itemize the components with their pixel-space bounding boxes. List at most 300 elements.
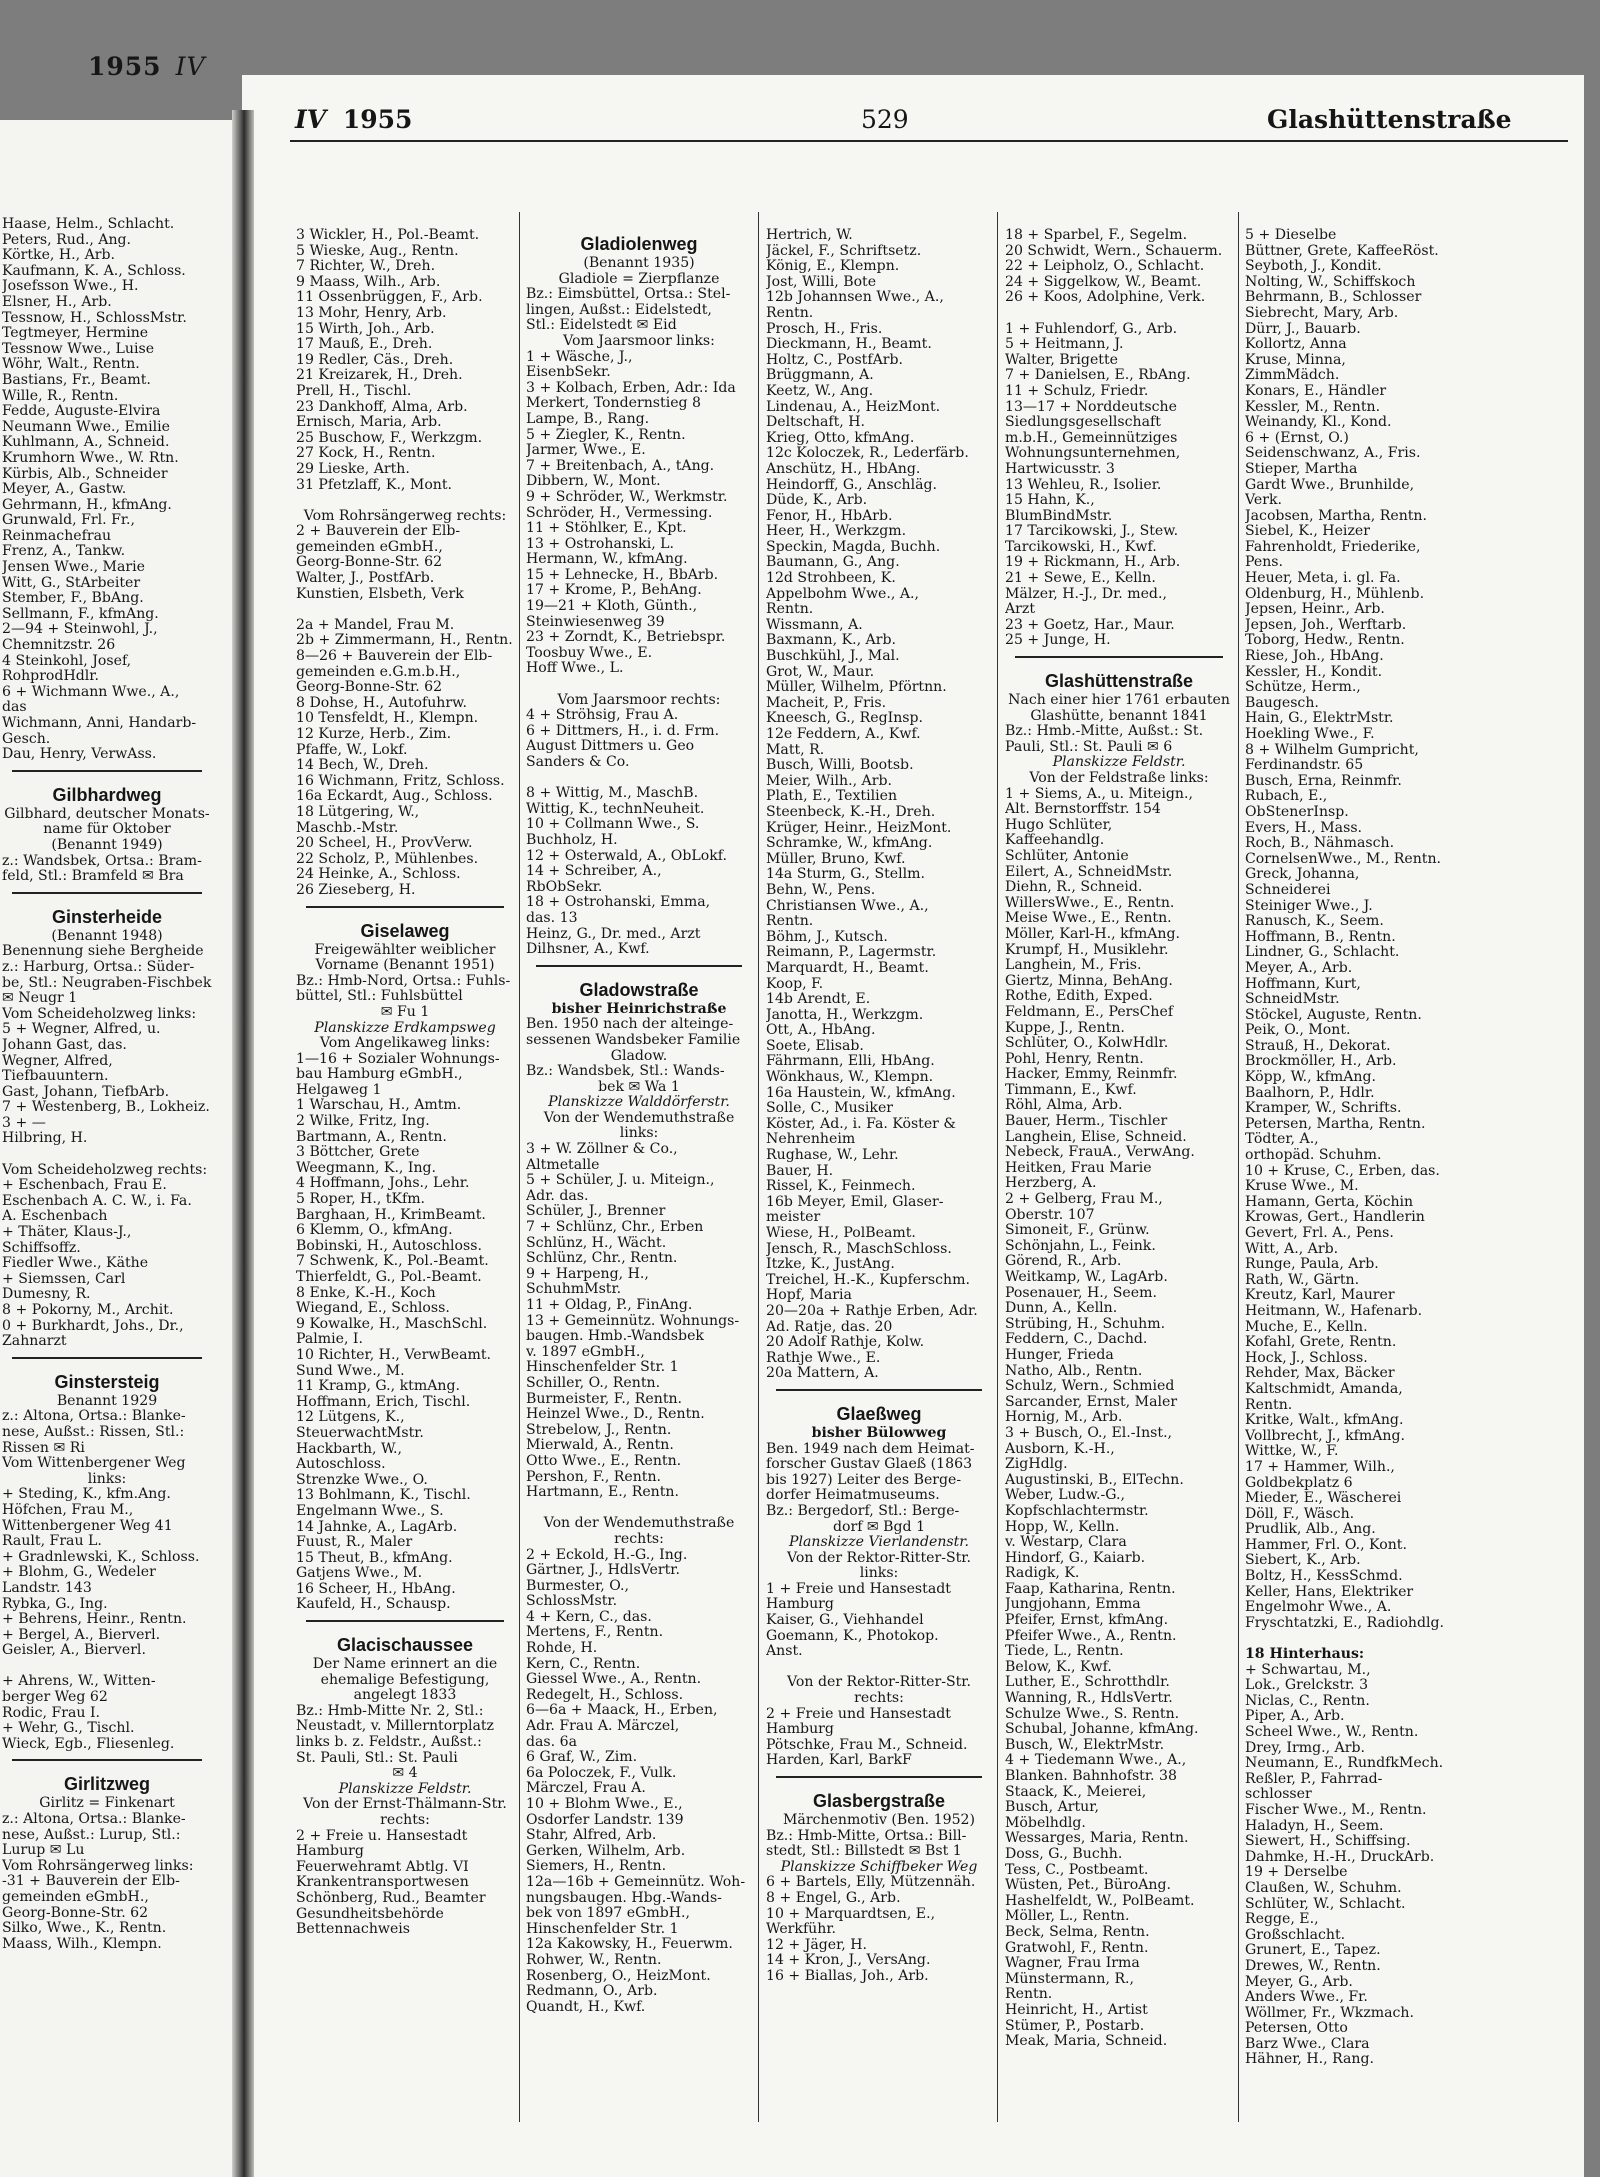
directory-entry: Claußen, W., Schuhm. bbox=[1245, 1880, 1402, 1896]
directory-entry: Pfeifer, Ernst, kfmAng. bbox=[1005, 1613, 1169, 1629]
directory-entry: 15 Hahn, K., bbox=[1005, 493, 1095, 509]
street-heading: Glacischaussee bbox=[336, 1635, 474, 1656]
directory-entry: Peik, O., Mont. bbox=[1245, 1023, 1351, 1039]
directory-entry: Holtz, C., PostfArb. bbox=[766, 352, 903, 368]
directory-entry: 2 + Eckold, H.-G., Ing. bbox=[526, 1547, 688, 1563]
directory-entry: Hashelfeldt, W., PolBeamt. bbox=[1005, 1893, 1195, 1909]
directory-entry: 12a—16b + Gemeinnütz. Woh- bbox=[526, 1874, 746, 1890]
directory-entry: Merkert, Tondernstieg 8 bbox=[526, 396, 702, 412]
directory-entry: Pershon, F., Rentn. bbox=[526, 1469, 662, 1485]
directory-entry: Haase, Helm., Schlacht. bbox=[2, 217, 175, 232]
directory-entry: König, E., Klempn. bbox=[766, 259, 900, 275]
directory-entry: Jarmer, Wwe., E. bbox=[526, 443, 646, 459]
directory-entry: Rehder, Max, Bäcker bbox=[1245, 1366, 1395, 1382]
directory-entry: Büttner, Grete, KaffeeRöst. bbox=[1245, 243, 1439, 259]
directory-entry: Busch, Willi, Bootsb. bbox=[766, 758, 914, 774]
directory-entry: Dahmke, H.-H., DruckArb. bbox=[1245, 1849, 1435, 1865]
directory-entry: Beck, Selma, Rentn. bbox=[1005, 1924, 1150, 1940]
directory-entry: 5 + Schüler, J. u. Miteign., bbox=[526, 1173, 715, 1189]
directory-entry: Meyer, G., Arb. bbox=[1245, 1974, 1353, 1990]
directory-entry: feld, Stl.: Bramfeld ✉ Bra bbox=[2, 869, 184, 885]
directory-entry: 25 + Junge, H. bbox=[1005, 633, 1111, 649]
street-note: links: bbox=[619, 1126, 659, 1142]
directory-entry: Schiffsoffz. bbox=[2, 1240, 81, 1256]
directory-entry: Bz.: Hmb.-Mitte, Außst.: St. bbox=[1005, 724, 1204, 740]
directory-entry: 2 + Freie u. Hansestadt bbox=[296, 1828, 468, 1844]
directory-entry: Krowas, Gert., Handlerin bbox=[1245, 1210, 1425, 1226]
directory-entry: Muche, E., Kelln. bbox=[1245, 1319, 1368, 1335]
directory-entry: Feldmann, E., PersChef bbox=[1005, 1004, 1174, 1020]
directory-entry: RohprodHdlr. bbox=[2, 669, 99, 685]
directory-entry: Lok., Grelckstr. 3 bbox=[1245, 1678, 1369, 1694]
directory-entry: Stöckel, Auguste, Rentn. bbox=[1245, 1007, 1422, 1023]
directory-entry: Werkführ. bbox=[766, 1922, 836, 1938]
directory-entry: Düde, K., Arb. bbox=[766, 493, 868, 509]
directory-entry bbox=[1005, 306, 1233, 322]
directory-entry: Keller, Hans, Elektriker bbox=[1245, 1584, 1414, 1600]
directory-entry: Kaltschmidt, Amanda, bbox=[1245, 1381, 1403, 1397]
directory-entry: Jäckel, F., Schriftsetz. bbox=[766, 243, 922, 259]
directory-column-2 bbox=[526, 228, 752, 2015]
directory-entry: Peters, Rud., Ang. bbox=[2, 232, 132, 248]
directory-entry: + Behrens, Heinr., Rentn. bbox=[2, 1612, 187, 1628]
directory-entry: Fiedler Wwe., Käthe bbox=[2, 1256, 149, 1272]
directory-entry: 26 Zieseberg, H. bbox=[296, 882, 416, 898]
directory-entry: Oldenburg, H., Mühlenb. bbox=[1245, 586, 1425, 602]
directory-entry: Goemann, K., Photokop. bbox=[766, 1628, 939, 1644]
directory-entry: Doss, G., Buchh. bbox=[1005, 1846, 1123, 1862]
directory-entry: 4 + Ströhsig, Frau A. bbox=[526, 708, 679, 724]
directory-entry: Schneiderei bbox=[1245, 882, 1331, 898]
directory-entry: Weitkamp, W., LagArb. bbox=[1005, 1270, 1168, 1285]
directory-entry: Fryschtatzki, E., Radiohdlg. bbox=[1245, 1615, 1445, 1631]
directory-entry: 5 + Ziegler, K., Rentn. bbox=[526, 427, 686, 443]
directory-entry: Toosbuy Wwe., E. bbox=[526, 645, 653, 661]
directory-entry: Köster, Ad., i. Fa. Köster & bbox=[766, 1116, 956, 1132]
directory-entry: Siemers, H., Rentn. bbox=[526, 1859, 667, 1875]
directory-entry: Otto Wwe., E., Rentn. bbox=[526, 1453, 682, 1469]
directory-entry: Kopfschlachtermstr. bbox=[1005, 1503, 1149, 1519]
directory-entry: Hamburg bbox=[296, 1844, 364, 1860]
directory-entry: 19 Redler, Cäs., Dreh. bbox=[296, 352, 454, 368]
directory-entry: Drey, Irmg., Arb. bbox=[1245, 1740, 1365, 1756]
directory-entry: Hinschenfelder Str. 1 bbox=[526, 1360, 679, 1376]
directory-entry: 6 + Bartels, Elly, Mützennäh. bbox=[766, 1875, 976, 1891]
directory-entry: 4 + Kern, C., das. bbox=[526, 1609, 652, 1625]
street-heading: Glashüttenstraße bbox=[1044, 671, 1194, 692]
directory-entry: Wöllmer, Fr., Wkzmach. bbox=[1245, 2005, 1414, 2021]
directory-entry: Rughase, W., Lehr. bbox=[766, 1148, 899, 1164]
directory-entry: Barghaan, H., KrimBeamt. bbox=[296, 1207, 486, 1223]
directory-entry: Tess, C., Postbeamt. bbox=[1005, 1862, 1149, 1878]
directory-entry: Radigk, K. bbox=[1005, 1566, 1080, 1582]
map-reference: Planskizze Feldstr. bbox=[338, 1781, 472, 1797]
street-heading: Glaeßweg bbox=[836, 1403, 922, 1424]
directory-entry: Kunstien, Elsbeth, Verk bbox=[296, 586, 464, 602]
directory-entry: 20a Mattern, A. bbox=[766, 1366, 879, 1382]
street-heading: Gladowstraße bbox=[579, 979, 699, 1000]
directory-entry: Elsner, H., Arb. bbox=[2, 294, 112, 310]
directory-entry: 16a Eckardt, Aug., Schloss. bbox=[296, 789, 493, 805]
section-divider bbox=[12, 1357, 202, 1359]
directory-entry: Posenauer, H., Seem. bbox=[1005, 1285, 1157, 1301]
street-note: Gilbhard, deutscher Monats- bbox=[4, 806, 210, 822]
directory-entry: Heitken, Frau Marie bbox=[1005, 1160, 1152, 1176]
directory-entry: 18 Lütgering, W., bbox=[296, 804, 420, 820]
directory-entry: 9 + Schröder, W., Werkmstr. bbox=[526, 489, 728, 505]
directory-entry: 10 Richter, H., VerwBeamt. bbox=[296, 1347, 492, 1363]
directory-entry: Jepsen, Joh., Werftarb. bbox=[1245, 617, 1407, 633]
directory-entry: Brockmöller, H., Arb. bbox=[1245, 1054, 1397, 1070]
directory-entry: Dunn, A., Kelln. bbox=[1005, 1301, 1118, 1317]
directory-entry: Hähner, H., Rang. bbox=[1245, 2052, 1374, 2068]
directory-entry: Meise Wwe., E., Rentn. bbox=[1005, 911, 1172, 927]
street-running-title: Glashüttenstraße bbox=[1267, 105, 1512, 134]
directory-entry: 13 + Ostrohanski, L. bbox=[526, 536, 675, 552]
directory-entry: Behn, W., Pens. bbox=[766, 882, 876, 898]
directory-entry: Kessler, H., Kondit. bbox=[1245, 664, 1383, 680]
directory-entry: Seidenschwanz, A., Fris. bbox=[1245, 446, 1421, 462]
directory-entry: 18 + Ostrohanski, Emma, bbox=[526, 895, 711, 911]
directory-entry: Weinandy, Kl., Kond. bbox=[1245, 415, 1392, 431]
column-divider bbox=[758, 212, 759, 2122]
directory-entry: + Bergel, A., Bierverl. bbox=[2, 1627, 161, 1643]
directory-entry: Krankentransportwesen bbox=[296, 1875, 469, 1891]
directory-entry: Stl.: Eidelstedt ✉ Eid bbox=[526, 318, 677, 334]
directory-entry: Rohwer, W., Rentn. bbox=[526, 1952, 662, 1968]
directory-entry: Tiede, L., Rentn. bbox=[1005, 1644, 1124, 1660]
directory-entry: Wüsten, Pet., BüroAng. bbox=[1005, 1878, 1171, 1894]
directory-entry: Görend, R., Arb. bbox=[1005, 1254, 1122, 1270]
directory-entry: Niclas, C., Rentn. bbox=[1245, 1693, 1370, 1709]
directory-entry: Redmann, O., Arb. bbox=[526, 1984, 658, 2000]
directory-entry: 0 + Burkhardt, Johs., Dr., bbox=[2, 1318, 184, 1334]
directory-entry: Lampe, B., Rang. bbox=[526, 411, 650, 427]
directory-entry: 7 + Westenberg, B., Lokheiz. bbox=[2, 1100, 210, 1116]
directory-entry: Wichmann, Anni, Handarb- bbox=[2, 716, 197, 731]
directory-entry bbox=[2, 1147, 212, 1163]
directory-entry: SchneidMstr. bbox=[1245, 992, 1340, 1008]
directory-entry: 10 Tensfeldt, H., Klempn. bbox=[296, 711, 479, 727]
directory-entry: 23 + Zorndt, K., Betriebspr. bbox=[526, 630, 726, 646]
directory-entry: 13 Wehleu, R., Isolier. bbox=[1005, 477, 1162, 493]
directory-entry: 12 + Jäger, H. bbox=[766, 1937, 868, 1953]
directory-entry: Heindorff, G., Anschläg. bbox=[766, 477, 937, 493]
directory-entry bbox=[526, 1501, 752, 1517]
directory-entry: Böhm, J., Kutsch. bbox=[766, 929, 888, 945]
directory-entry bbox=[2, 1659, 212, 1675]
directory-entry: 4 + Tiedemann Wwe., A., bbox=[1005, 1753, 1187, 1769]
directory-entry: Giessel Wwe., A., Rentn. bbox=[526, 1672, 702, 1688]
directory-entry: Kneesch, G., RegInsp. bbox=[766, 711, 923, 727]
directory-entry: 8 Dohse, H., Autofuhrw. bbox=[296, 695, 467, 711]
street-note: Von der Ernst-Thälmann-Str. bbox=[303, 1797, 507, 1813]
directory-entry: Schönjahn, L., Feink. bbox=[1005, 1238, 1156, 1254]
directory-entry: SteuerwachtMstr. bbox=[296, 1425, 424, 1441]
directory-entry: Lindenau, A., HeizMont. bbox=[766, 399, 941, 415]
directory-entry: 5 Wieske, Aug., Rentn. bbox=[296, 243, 459, 259]
directory-entry: Dibbern, W., Mont. bbox=[526, 474, 661, 490]
directory-entry: 25 Buschow, F., Werkzgm. bbox=[296, 430, 483, 446]
directory-entry: das. 13 bbox=[526, 910, 578, 926]
directory-entry: Timmann, E., Kwf. bbox=[1005, 1082, 1137, 1098]
directory-entry: Engelmann Wwe., S. bbox=[296, 1503, 444, 1519]
directory-entry: berger Weg 62 bbox=[2, 1690, 108, 1706]
directory-entry: Kuhlmann, A., Schneid. bbox=[2, 435, 170, 451]
directory-entry: Wegner, Alfred, bbox=[2, 1053, 113, 1069]
directory-entry: 10 + Kruse, C., Erben, das. bbox=[1245, 1163, 1440, 1179]
right-header-section: IV bbox=[295, 105, 327, 134]
directory-entry: Pens. bbox=[1245, 555, 1283, 571]
directory-entry: Hacker, Emmy, Reinmfr. bbox=[1005, 1067, 1178, 1083]
directory-entry: Fahrenholdt, Friederike, bbox=[1245, 539, 1421, 555]
directory-entry: Vollbrecht, J., kfmAng. bbox=[1245, 1428, 1405, 1444]
directory-entry: Engelmohr Wwe., A. bbox=[1245, 1600, 1392, 1616]
directory-entry: Hornig, M., Arb. bbox=[1005, 1410, 1123, 1426]
street-note: Girlitz = Finkenart bbox=[39, 1796, 175, 1812]
directory-entry bbox=[766, 1660, 992, 1676]
directory-entry: 12b Johannsen Wwe., A., bbox=[766, 290, 944, 306]
directory-entry: Kaiser, G., Viehhandel bbox=[766, 1613, 924, 1629]
directory-entry: 13—17 + Norddeutsche bbox=[1005, 399, 1177, 415]
directory-entry: 1 + Freie und Hansestadt bbox=[766, 1581, 951, 1597]
directory-entry: Dau, Henry, VerwAss. bbox=[2, 747, 157, 763]
directory-entry: m.b.H., Gemeinnütziges bbox=[1005, 430, 1178, 446]
directory-entry: Eilert, A., SchneidMstr. bbox=[1005, 864, 1173, 880]
directory-entry: Rentn. bbox=[766, 305, 814, 321]
directory-entry: ObStenerInsp. bbox=[1245, 804, 1349, 820]
directory-entry: Seyboth, J., Kondit. bbox=[1245, 259, 1382, 275]
directory-entry: Krüger, Heinr., HeizMont. bbox=[766, 820, 952, 836]
directory-entry: Hoekling Wwe., F. bbox=[1245, 727, 1375, 742]
directory-entry: 14 + Schreiber, A., bbox=[526, 864, 662, 880]
street-note: Gladiole = Zierpflanze bbox=[558, 271, 720, 287]
former-name: bisher Heinrichstraße bbox=[551, 1001, 727, 1017]
directory-entry: v. 1897 eGmbH., bbox=[526, 1344, 645, 1360]
directory-entry: Gehrmann, H., kfmAng. bbox=[2, 497, 172, 513]
directory-entry: Weegmann, K., Ing. bbox=[296, 1160, 437, 1176]
directory-entry: sessenen Wandsbeker Familie bbox=[526, 1032, 741, 1048]
directory-entry: Meak, Maria, Schneid. bbox=[1005, 2034, 1168, 2050]
directory-entry: 10 + Blohm Wwe., E., bbox=[526, 1797, 683, 1812]
directory-entry: 16 Scheer, H., HbAng. bbox=[296, 1581, 456, 1597]
directory-entry: Stahr, Alfred, Arb. bbox=[526, 1828, 657, 1844]
directory-entry: 7 Richter, W., Dreh. bbox=[296, 259, 436, 275]
directory-entry: Mertens, F., Rentn. bbox=[526, 1625, 664, 1641]
directory-entry: Höfchen, Frau M., bbox=[2, 1502, 134, 1518]
directory-entry: Wieck, Egb., Fliesenleg. bbox=[2, 1736, 175, 1752]
directory-entry bbox=[296, 602, 514, 618]
directory-entry: 9 + Harpeng, H., bbox=[526, 1266, 649, 1282]
directory-entry: Stember, F., BbAng. bbox=[2, 591, 144, 607]
directory-entry: Rentn. bbox=[1005, 1987, 1053, 2003]
directory-entry: 1 + Fuhlendorf, G., Arb. bbox=[1005, 321, 1178, 337]
directory-entry: Rissen ✉ Ri bbox=[2, 1440, 85, 1456]
directory-entry: Toborg, Hedw., Rentn. bbox=[1245, 633, 1405, 649]
directory-entry: Tiefbauuntern. bbox=[2, 1069, 109, 1085]
directory-entry: Wagner, Frau Irma bbox=[1005, 1956, 1140, 1972]
directory-entry: Goldbekplatz 6 bbox=[1245, 1475, 1353, 1491]
directory-entry: forscher Gustav Glaeß (1863 bbox=[766, 1457, 973, 1473]
directory-entry: WillersWwe., E., Rentn. bbox=[1005, 895, 1175, 911]
directory-entry: Rodic, Frau I. bbox=[2, 1705, 101, 1721]
directory-entry: Hoffmann, Erich, Tischl. bbox=[296, 1394, 471, 1410]
directory-entry: Ferdinandstr. 65 bbox=[1245, 758, 1364, 774]
directory-entry: Boltz, H., KessSchmd. bbox=[1245, 1569, 1403, 1585]
directory-entry: büttel, Stl.: Fuhlsbüttel bbox=[296, 989, 463, 1005]
directory-entry: + Siemssen, Carl bbox=[2, 1271, 126, 1287]
directory-entry: Rissel, K., Feinmech. bbox=[766, 1179, 916, 1195]
directory-entry: Rentn. bbox=[766, 602, 814, 618]
directory-entry: 8 + Pokorny, M., Archit. bbox=[2, 1303, 174, 1318]
directory-entry: Wissmann, A. bbox=[766, 617, 863, 633]
directory-entry: Meyer, A., Gastw. bbox=[2, 482, 127, 498]
directory-entry: 13 Bohlmann, K., Tischl. bbox=[296, 1488, 471, 1504]
right-header-left bbox=[295, 105, 412, 134]
directory-entry: Below, K., Kwf. bbox=[1005, 1659, 1112, 1675]
directory-entry: Bz.: Wandsbek, Stl.: Wands- bbox=[526, 1064, 725, 1080]
directory-entry: Reimann, P., Lagermstr. bbox=[766, 945, 937, 961]
directory-entry: Hertrich, W. bbox=[766, 228, 853, 243]
directory-entry: Steiniger Wwe., J. bbox=[1245, 898, 1373, 914]
directory-entry: Burmester, O., bbox=[526, 1578, 629, 1594]
directory-entry: 3 + Kolbach, Erben, Adr.: Ida bbox=[526, 380, 736, 396]
directory-entry: Osdorfer Landstr. 139 bbox=[526, 1812, 684, 1828]
directory-entry: Jensen Wwe., Marie bbox=[2, 560, 145, 576]
directory-entry: 20 Scheel, H., ProvVerw. bbox=[296, 836, 473, 852]
directory-entry: links b. z. Feldstr., Außst.: bbox=[296, 1735, 482, 1751]
directory-entry: Sund Wwe., M. bbox=[296, 1363, 405, 1379]
directory-entry: + Schwartau, M., bbox=[1245, 1662, 1371, 1678]
directory-entry: Busch, Artur, bbox=[1005, 1800, 1099, 1816]
page-number: 529 bbox=[861, 105, 909, 134]
column-divider bbox=[997, 212, 998, 2122]
directory-entry: Wiegand, E., Schloss. bbox=[296, 1301, 450, 1317]
directory-entry: Anschütz, H., HbAng. bbox=[766, 461, 921, 477]
directory-entry: Plath, E., Textilien bbox=[766, 789, 898, 805]
directory-entry: Bz.: Bergedorf, Stl.: Berge- bbox=[766, 1503, 960, 1519]
street-note: Vorname (Benannt 1951) bbox=[315, 958, 495, 974]
directory-entry: 5 Roper, H., tKfm. bbox=[296, 1192, 426, 1208]
directory-entry: Nolting, W., Schiffskoch bbox=[1245, 274, 1416, 290]
directory-entry: 14 Bech, W., Dreh. bbox=[296, 758, 429, 774]
directory-entry: Frenz, A., Tankw. bbox=[2, 544, 126, 560]
section-divider bbox=[776, 1776, 982, 1778]
directory-entry bbox=[526, 771, 752, 787]
directory-entry: 12c Koloczek, R., Lederfärb. bbox=[766, 446, 969, 462]
directory-entry: Alt. Bernstorffstr. 154 bbox=[1005, 802, 1161, 818]
directory-entry: Macheit, P., Fris. bbox=[766, 695, 887, 711]
directory-entry: Grot, W., Maur. bbox=[766, 664, 875, 680]
directory-entry: 8 Enke, K.-H., Koch bbox=[296, 1285, 436, 1301]
directory-entry: 2a + Mandel, Frau M. bbox=[296, 617, 455, 633]
directory-entry: 20 Schwidt, Wern., Schauerm. bbox=[1005, 243, 1223, 259]
directory-entry: Ott, A., HbAng. bbox=[766, 1023, 876, 1039]
street-note: bek ✉ Wa 1 bbox=[598, 1079, 680, 1095]
directory-entry: Hugo Schlüter, bbox=[1005, 817, 1113, 833]
directory-entry: Augustinski, B., ElTechn. bbox=[1005, 1472, 1184, 1488]
directory-entry: Wille, R., Rentn. bbox=[2, 388, 119, 404]
street-note: (Benannt 1949) bbox=[51, 837, 163, 853]
directory-entry: Landstr. 143 bbox=[2, 1580, 92, 1596]
directory-entry: Adr. das. bbox=[526, 1188, 589, 1204]
directory-entry: Dieckmann, H., Beamt. bbox=[766, 337, 932, 353]
directory-entry: Siebrecht, Mary, Arb. bbox=[1245, 305, 1399, 321]
directory-entry: Siewert, H., Schiffsing. bbox=[1245, 1834, 1411, 1850]
directory-entry: Palmie, I. bbox=[296, 1332, 363, 1348]
directory-entry: Faap, Katharina, Rentn. bbox=[1005, 1581, 1176, 1597]
directory-entry: Kramper, W., Schrifts. bbox=[1245, 1101, 1402, 1117]
directory-entry: Fuust, R., Maler bbox=[296, 1535, 413, 1551]
directory-entry: 10 + Marquardtsen, E., bbox=[766, 1906, 936, 1922]
directory-entry: Mieder, E., Wäscherei bbox=[1245, 1491, 1402, 1507]
directory-entry: 12e Feddern, A., Kwf. bbox=[766, 727, 921, 742]
directory-entry: Nehrenheim bbox=[766, 1132, 856, 1148]
directory-entry: Wohnungsunternehmen, bbox=[1005, 446, 1181, 462]
directory-entry: Autoschloss. bbox=[296, 1457, 386, 1473]
directory-entry: gemeinden eGmbH., bbox=[2, 1890, 149, 1905]
directory-entry: 12 Lütgens, K., bbox=[296, 1410, 405, 1426]
directory-entry: Altmetalle bbox=[526, 1157, 600, 1173]
directory-entry: Vom Wittenbergener Weg bbox=[2, 1456, 186, 1472]
directory-entry: + Wehr, G., Tischl. bbox=[2, 1721, 135, 1737]
directory-entry: Strebelow, J., Rentn. bbox=[526, 1422, 672, 1438]
directory-entry: 2 + Freie und Hansestadt bbox=[766, 1706, 951, 1722]
directory-entry: Christiansen Wwe., A., bbox=[766, 898, 929, 914]
directory-entry: Wöhr, Walt., Rentn. bbox=[2, 357, 140, 373]
directory-entry: nese, Außst.: Lurup, Stl.: bbox=[2, 1827, 181, 1843]
section-divider bbox=[12, 770, 202, 772]
directory-entry: Kritke, Walt., kfmAng. bbox=[1245, 1413, 1404, 1429]
directory-entry: Bz.: Hmb-Mitte, Ortsa.: Bill- bbox=[766, 1828, 967, 1844]
directory-entry: bis 1927) Leiter des Berge- bbox=[766, 1472, 962, 1488]
directory-entry: Ben. 1949 nach dem Heimat- bbox=[766, 1441, 975, 1457]
directory-entry: Rentn. bbox=[1245, 1397, 1293, 1413]
directory-entry: 16 + Biallas, Joh., Arb. bbox=[766, 1968, 929, 1984]
directory-entry: lingen, Außst.: Eidelstedt, bbox=[526, 302, 712, 318]
directory-entry: 14 Jahnke, A., LagArb. bbox=[296, 1519, 458, 1535]
directory-entry: Arzt bbox=[1005, 602, 1036, 618]
directory-entry: Bettennachweis bbox=[296, 1922, 411, 1938]
directory-entry: Appelbohm Wwe., A., bbox=[766, 586, 919, 602]
directory-entry: Rybka, G., Ing. bbox=[2, 1596, 108, 1612]
directory-entry: Döll, F., Wäsch. bbox=[1245, 1506, 1355, 1522]
directory-entry: 11 + Stöhlker, E., Kpt. bbox=[526, 521, 687, 537]
directory-entry: 8—26 + Bauverein der Elb- bbox=[296, 649, 493, 665]
directory-entry: Lindner, G., Schlacht. bbox=[1245, 945, 1400, 961]
directory-entry: 27 Kock, H., Rentn. bbox=[296, 446, 436, 462]
directory-entry: Baxmann, K., Arb. bbox=[766, 633, 896, 649]
directory-entry: 3 Wickler, H., Pol.-Beamt. bbox=[296, 228, 480, 243]
directory-entry: Hoffmann, B., Rentn. bbox=[1245, 929, 1396, 945]
directory-entry: Jacobsen, Martha, Rentn. bbox=[1245, 508, 1427, 524]
directory-entry: Burmeister, F., Rentn. bbox=[526, 1391, 683, 1407]
street-note: Der Name erinnert an die bbox=[312, 1657, 498, 1673]
directory-entry: 16a Haustein, W., kfmAng. bbox=[766, 1085, 956, 1101]
directory-entry: Schlünz, Chr., Rentn. bbox=[526, 1251, 678, 1267]
section-divider bbox=[306, 1620, 504, 1622]
directory-entry: 13 + Gemeinnütz. Wohnungs- bbox=[526, 1313, 740, 1329]
directory-column-5 bbox=[1245, 228, 1473, 2068]
directory-entry: Regge, E., bbox=[1245, 1912, 1319, 1928]
directory-entry: Gevert, Frl. A., Pens. bbox=[1245, 1226, 1394, 1241]
directory-entry: Kaufmann, K. A., Schloss. bbox=[2, 263, 186, 279]
directory-entry: 19—21 + Kloth, Günth., bbox=[526, 599, 698, 615]
street-note: links: bbox=[87, 1471, 127, 1487]
directory-entry: Thierfeldt, G., Pol.-Beamt. bbox=[296, 1270, 482, 1285]
street-note: Vom Rohrsängerweg rechts: bbox=[303, 508, 507, 524]
directory-entry: SchuhmMstr. bbox=[526, 1282, 622, 1298]
